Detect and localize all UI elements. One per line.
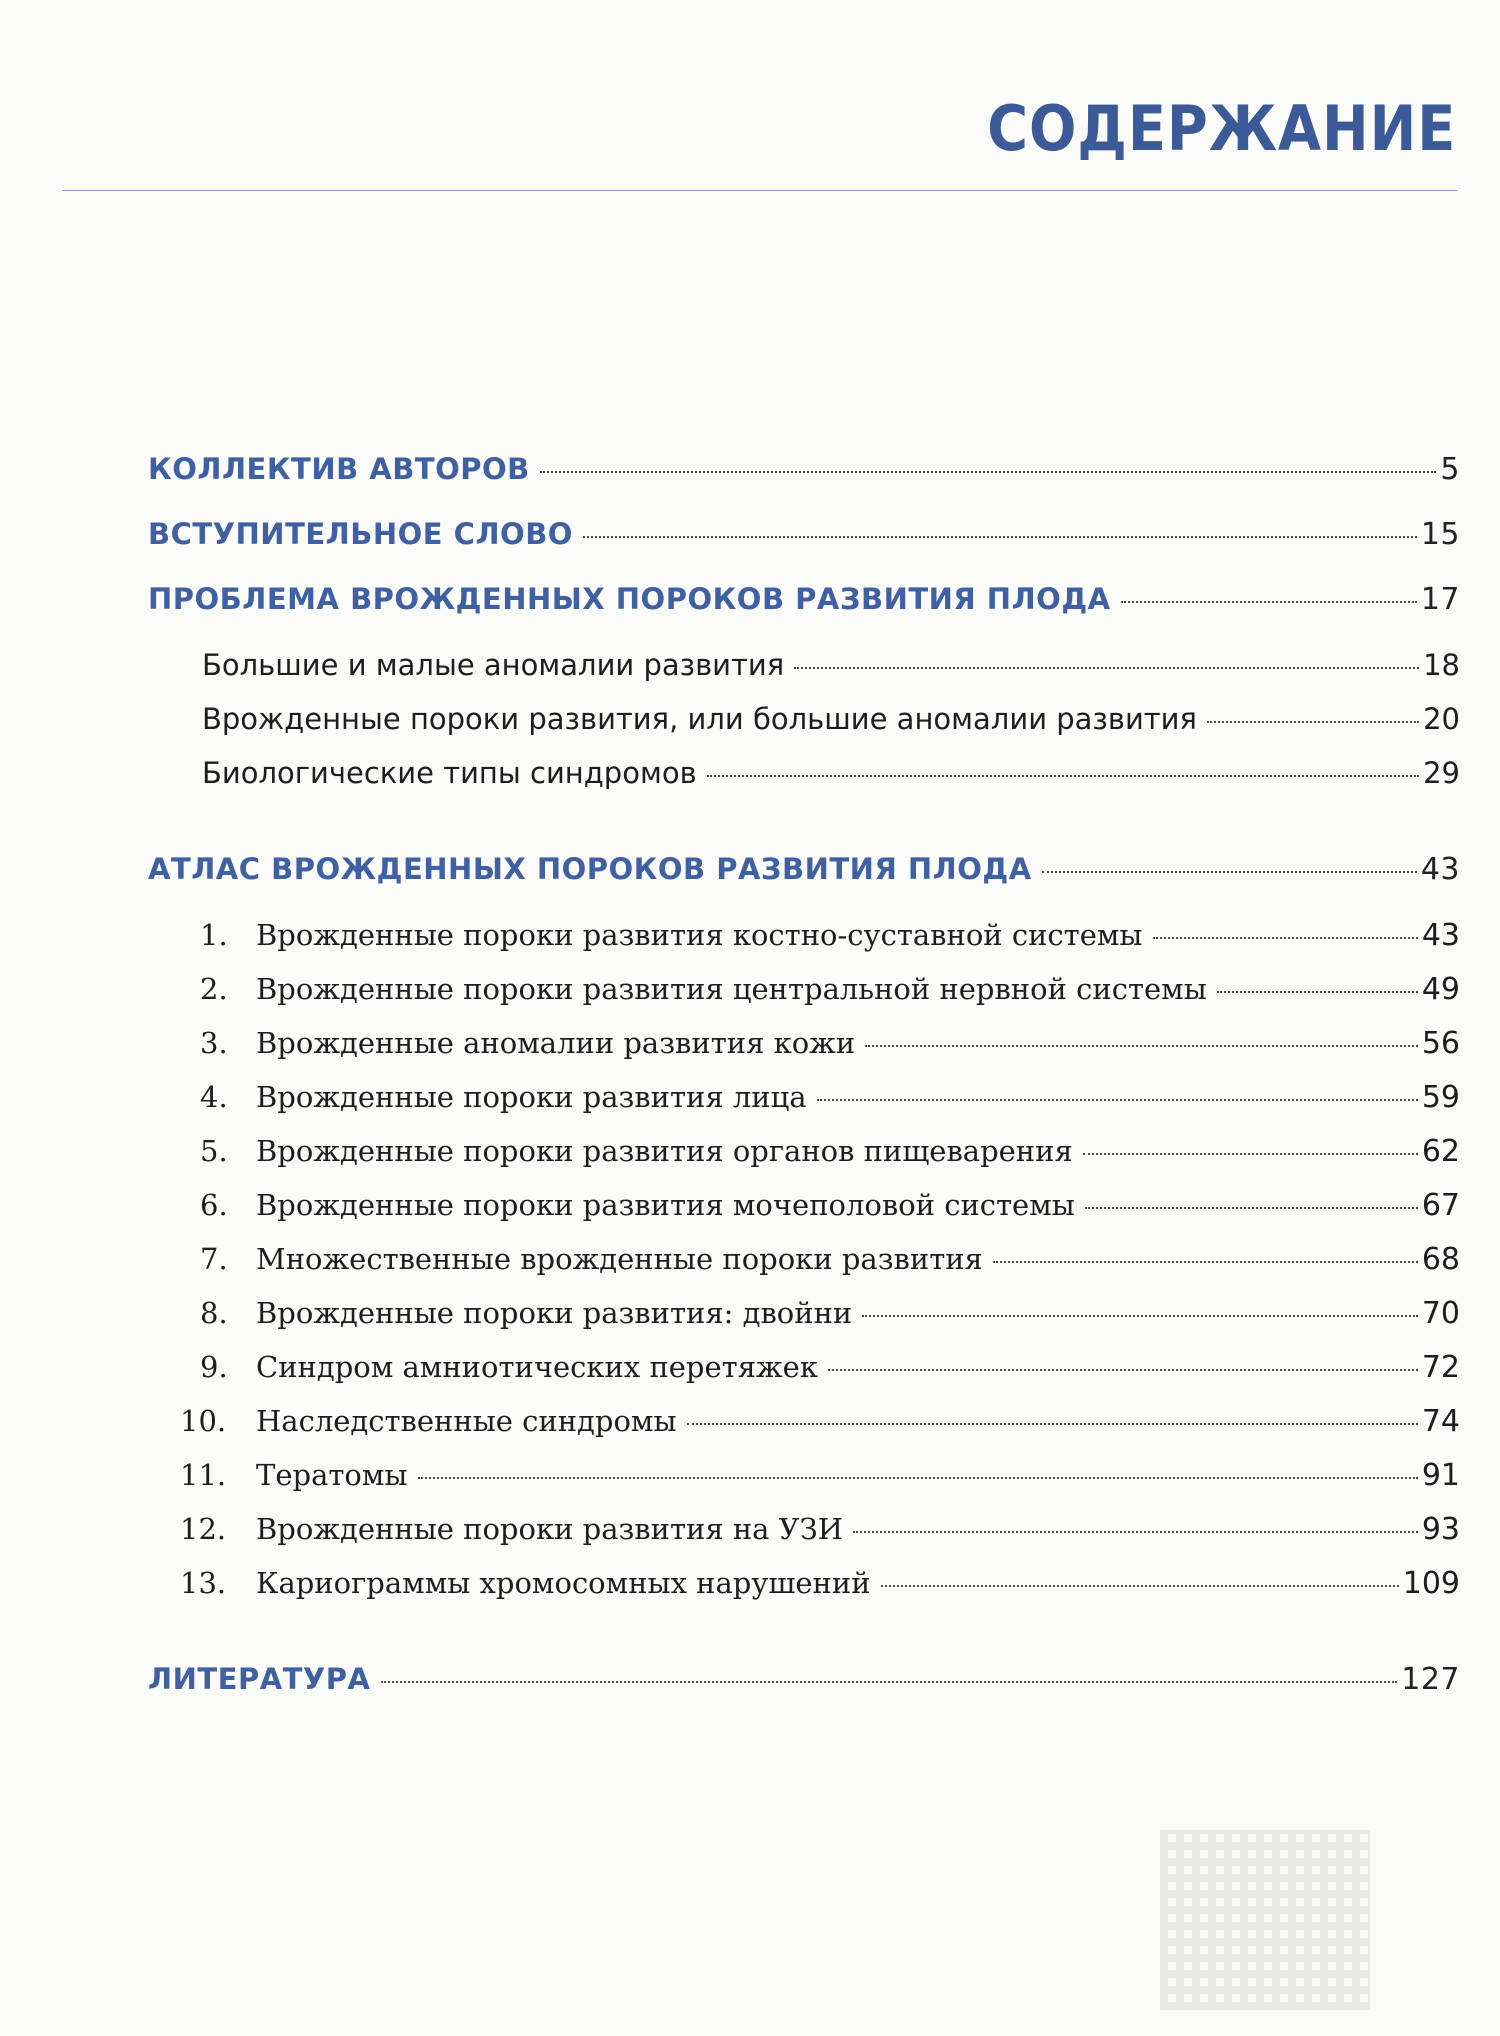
toc-entry-title: Врожденные пороки развития органов пищеварения xyxy=(256,1134,1073,1168)
toc-entry-title: Наследственные синдромы xyxy=(256,1404,677,1438)
toc-entry-title: Врожденные пороки развития: двойни xyxy=(256,1296,853,1330)
toc-entry-number: 11. xyxy=(180,1458,227,1492)
toc-entry-number: 2. xyxy=(200,972,228,1006)
dot-leader xyxy=(540,470,1437,473)
toc-entry-page: 91 xyxy=(1421,1458,1460,1493)
toc-entry-number: 12. xyxy=(180,1512,227,1546)
toc-entry[interactable] xyxy=(200,1296,1460,1340)
toc-entry-page: 74 xyxy=(1421,1404,1460,1439)
toc-entry[interactable] xyxy=(200,1080,1460,1124)
toc-entry-title: Кариограммы хромосомных нарушений xyxy=(256,1566,871,1600)
dot-leader xyxy=(1217,990,1418,993)
toc-entry-page: 68 xyxy=(1421,1242,1460,1277)
toc-entry-number: 9. xyxy=(200,1350,228,1384)
toc-entry[interactable] xyxy=(148,582,1460,626)
toc-entry-number: 1. xyxy=(200,918,228,952)
toc-entry-page: 49 xyxy=(1421,972,1460,1007)
toc-entry-title: Врожденные пороки развития лица xyxy=(256,1080,807,1114)
toc-entry[interactable] xyxy=(180,1404,1460,1448)
toc-entry[interactable] xyxy=(202,756,1460,800)
toc-entry[interactable] xyxy=(148,1662,1460,1706)
toc-entry[interactable] xyxy=(180,1566,1460,1610)
dot-leader xyxy=(1042,870,1417,873)
toc-entry-number: 8. xyxy=(200,1296,228,1330)
toc-entry-page: 70 xyxy=(1421,1296,1460,1331)
toc-entry-title: КОЛЛЕКТИВ АВТОРОВ xyxy=(148,452,530,486)
toc-entry-number: 6. xyxy=(200,1188,228,1222)
qr-code-watermark xyxy=(1160,1830,1370,2010)
toc-entry-title: Врожденные пороки развития костно-суставной системы xyxy=(256,918,1143,952)
toc-entry-page: 56 xyxy=(1421,1026,1460,1061)
toc-entry-page: 93 xyxy=(1421,1512,1460,1547)
dot-leader xyxy=(418,1476,1418,1479)
toc-entry[interactable] xyxy=(148,517,1460,561)
toc-entry-title: Множественные врожденные пороки развития xyxy=(256,1242,983,1276)
dot-leader xyxy=(381,1680,1398,1683)
toc-entry-page: 109 xyxy=(1402,1566,1460,1601)
toc-entry-page: 43 xyxy=(1420,852,1460,887)
toc-entry[interactable] xyxy=(200,1134,1460,1178)
toc-entry-title: Тератомы xyxy=(256,1458,408,1492)
dot-leader xyxy=(865,1044,1418,1047)
dot-leader xyxy=(1207,720,1419,723)
dot-leader xyxy=(828,1368,1418,1371)
dot-leader xyxy=(862,1314,1418,1317)
dot-leader xyxy=(1083,1152,1418,1155)
toc-entry-number: 3. xyxy=(200,1026,228,1060)
toc-entry-title: Синдром амниотических перетяжек xyxy=(256,1350,818,1384)
toc-entry-title: Биологические типы синдромов xyxy=(202,756,697,790)
toc-entry[interactable] xyxy=(200,918,1460,962)
dot-leader xyxy=(687,1422,1418,1425)
toc-entry[interactable] xyxy=(180,1458,1460,1502)
toc-entry-title: ПРОБЛЕМА ВРОЖДЕННЫХ ПОРОКОВ РАЗВИТИЯ ПЛОДА xyxy=(148,582,1111,616)
dot-leader xyxy=(881,1584,1399,1587)
toc-entry-title: ВСТУПИТЕЛЬНОЕ СЛОВО xyxy=(148,517,573,551)
toc-entry-page: 15 xyxy=(1420,517,1460,552)
toc-entry-page: 72 xyxy=(1421,1350,1460,1385)
toc-entry-title: Врожденные пороки развития, или большие аномалии развития xyxy=(202,702,1197,736)
toc-entry[interactable] xyxy=(148,852,1460,896)
toc-entry[interactable] xyxy=(202,648,1460,692)
toc-entry-number: 10. xyxy=(180,1404,227,1438)
toc-entry-page: 43 xyxy=(1421,918,1460,953)
toc-entry-title: Врожденные пороки развития центральной нервной системы xyxy=(256,972,1207,1006)
toc-entry-title: Врожденные аномалии развития кожи xyxy=(256,1026,856,1060)
dot-leader xyxy=(707,774,1419,777)
toc-entry-title: АТЛАС ВРОЖДЕННЫХ ПОРОКОВ РАЗВИТИЯ ПЛОДА xyxy=(148,852,1032,886)
toc-entry-number: 13. xyxy=(180,1566,227,1600)
dot-leader xyxy=(817,1098,1418,1101)
toc-entry[interactable] xyxy=(180,1512,1460,1556)
dot-leader xyxy=(853,1530,1418,1533)
dot-leader xyxy=(1153,936,1418,939)
toc-entry-page: 62 xyxy=(1421,1134,1460,1169)
dot-leader xyxy=(1121,600,1417,603)
toc-entry[interactable] xyxy=(200,1026,1460,1070)
toc-entry-page: 127 xyxy=(1401,1662,1460,1697)
toc-entry-number: 5. xyxy=(200,1134,228,1168)
toc-entry-page: 20 xyxy=(1423,702,1460,736)
toc-entry-title: Врожденные пороки развития на УЗИ xyxy=(256,1512,843,1546)
page-title: СОДЕРЖАНИЕ xyxy=(986,92,1456,165)
dot-leader xyxy=(993,1260,1418,1263)
toc-entry-page: 59 xyxy=(1421,1080,1460,1115)
dot-leader xyxy=(794,666,1419,669)
toc-entry-number: 4. xyxy=(200,1080,228,1114)
toc-entry[interactable] xyxy=(202,702,1460,746)
toc-entry[interactable] xyxy=(200,1350,1460,1394)
toc-entry-number: 7. xyxy=(200,1242,228,1276)
toc-entry-title: Врожденные пороки развития мочеполовой системы xyxy=(256,1188,1075,1222)
toc-entry-page: 67 xyxy=(1421,1188,1460,1223)
toc-entry[interactable] xyxy=(148,452,1460,496)
dot-leader xyxy=(1085,1206,1418,1209)
toc-entry-title: Большие и малые аномалии развития xyxy=(202,648,785,682)
dot-leader xyxy=(583,535,1417,538)
toc-entry[interactable] xyxy=(200,1242,1460,1286)
toc-entry[interactable] xyxy=(200,972,1460,1016)
toc-entry-title: ЛИТЕРАТУРА xyxy=(148,1662,371,1696)
toc-entry-page: 18 xyxy=(1423,648,1460,682)
toc-entry-page: 5 xyxy=(1440,452,1460,487)
toc-entry[interactable] xyxy=(200,1188,1460,1232)
toc-entry-page: 29 xyxy=(1423,756,1460,790)
title-divider xyxy=(62,190,1457,191)
toc-entry-page: 17 xyxy=(1420,582,1460,617)
